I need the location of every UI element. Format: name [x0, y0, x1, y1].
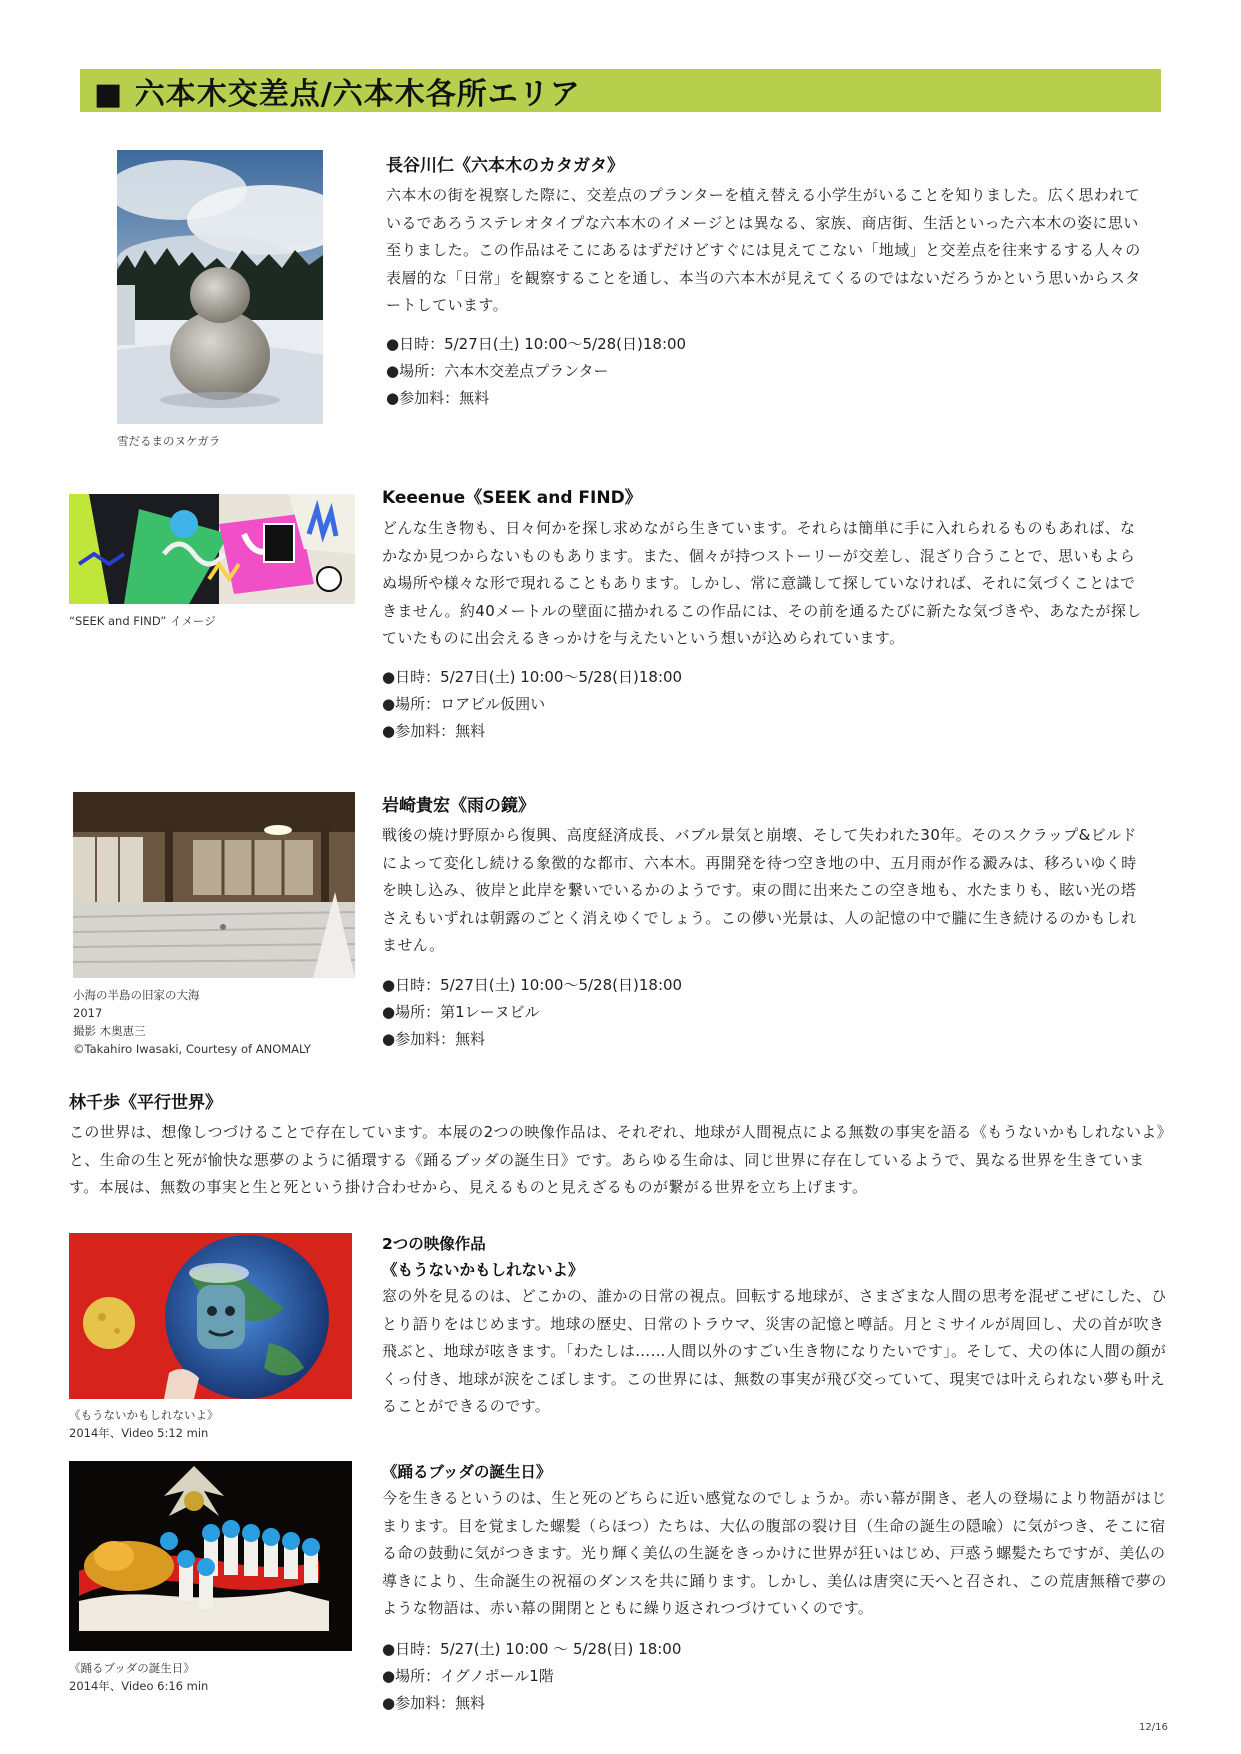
event-fee: ●参加料：無料: [386, 389, 490, 407]
caption-line: 《もうないかもしれないよ》: [69, 1408, 219, 1422]
caption-line: 2017: [73, 1006, 103, 1020]
caption-mou-nai: [69, 1406, 219, 1442]
video1-title: 《もうないかもしれないよ》: [382, 1261, 584, 1279]
event-date: ●日時：5/27日(土) 10:00〜5/28(日)18:00: [386, 335, 687, 353]
photo-rain-mirror: [73, 792, 355, 978]
caption-line: 小海の半島の旧家の大海: [73, 988, 200, 1002]
work-title-hasegawa: 長谷川仁《六本木のカタガタ》: [386, 156, 624, 176]
caption-line: ©Takahiro Iwasaki, Courtesy of ANOMALY: [73, 1042, 311, 1056]
event-place: ●場所：ロアビル仮囲い: [382, 695, 546, 713]
work-description-iwasaki: 戦後の焼け野原から復興、高度経済成長、バブル景気と崩壊、そして失われた30年。そのスクラップ&ビルドによって変化し続ける象徴的な都市、六本木。再開発を待つ空き地の中、五月雨が作る澱みは、移ろいゆく時を映し込み、彼岸と此岸を繋いでいるかのようです。束の間に出来たこの空き地も、水たまりも、眩い光の塔さえもいずれは朝露のごとく消えゆくでしょう。この儚い光景は、人の記憶の中で朧に生き続けるのかもしれません。: [382, 826, 1137, 955]
event-place: ●場所：第1レーヌビル: [382, 1003, 540, 1021]
work-info-keeenue: [382, 664, 682, 745]
event-place: ●場所：イグノポール1階: [382, 1667, 554, 1685]
event-place: ●場所：六本木交差点プランター: [386, 362, 609, 380]
section-title: ■ 六本木交差点/六本木各所エリア: [94, 76, 581, 112]
event-date: ●日時：5/27(土) 10:00 〜 5/28(日) 18:00: [382, 1640, 682, 1658]
caption-snowman: 雪だるまのヌケガラ: [117, 434, 221, 448]
section-header: [80, 69, 1161, 112]
photo-mou-nai: [69, 1233, 352, 1399]
video1-description: 窓の外を見るのは、どこかの、誰かの日常の視点。回転する地球が、さまざまな人間の思考を混ぜこぜにした、ひとり語りをはじめます。地球の歴史、日常のトラウマ、災害の記憶と噂話。月とミサイルが周回し、犬の首が吹き飛ぶと、地球が呟きます。「わたしは……人間以外のすごい生き物になりたいです」。そして、犬の体に人間の顔がくっ付き、地球が涙をこぼします。この世界には、無数の事実が飛び交っていて、現実では叶えられない夢も叶えることができるのです。: [382, 1287, 1167, 1416]
video2-description: 今を生きるというのは、生と死のどちらに近い感覚なのでしょうか。赤い幕が開き、老人の登場により物語がはじまります。目を覚ました螺髪（らほつ）たちは、大仏の腹部の裂け目（生命の誕生の隠喩）に気がつき、そこに宿る命の鼓動に気がつきます。光り輝く美仏の生誕をきっかけに世界が狂いはじめ、戸惑う螺髪たちですが、美仏の導きにより、生命誕生の祝福のダンスを共に踊ります。しかし、美仏は唐突に天へと召され、この荒唐無稽で夢のような物語は、赤い幕の開閉とともに繰り返されつづけていくのです。: [382, 1489, 1167, 1618]
event-fee: ●参加料：無料: [382, 1030, 486, 1048]
event-fee: ●参加料：無料: [382, 722, 486, 740]
video2-title: 《踊るブッダの誕生日》: [382, 1463, 552, 1481]
work-title-lin: 林千歩《平行世界》: [69, 1093, 222, 1113]
work-title-keeenue: Keeenue《SEEK and FIND》: [382, 488, 642, 508]
caption-line: 撮影 木奥恵三: [73, 1024, 146, 1038]
photo-odoru-buddha: [69, 1461, 352, 1651]
caption-odoru-buddha: [69, 1659, 208, 1695]
photo-snowman: [117, 150, 323, 424]
work-description-keeenue: どんな生き物も、日々何かを探し求めながら生きています。それらは簡単に手に入れられるものもあれば、なかなか見つからないものもあります。また、個々が持つストーリーが交差し、混ざり合うことで、思いもよらぬ場所や様々な形で現れることもあります。しかし、常に意識して探していなければ、それに気づくことはできません。約40メートルの壁面に描かれるこの作品には、その前を通るたびに新たな気づきや、あなたが探していたものに出会えるきっかけを与えたいという想いが込められています。: [382, 519, 1142, 648]
event-fee: ●参加料：無料: [382, 1694, 486, 1712]
work-title-iwasaki: 岩崎貴宏《雨の鏡》: [382, 796, 535, 816]
page-number: 12/16: [1139, 1722, 1168, 1733]
work-description-hasegawa: 六本木の街を視察した際に、交差点のプランターを植え替える小学生がいることを知りました。広く思われているであろうステレオタイプな六本木のイメージとは異なる、家族、商店街、生活といった六本木の姿に思い至りました。この作品はそこにあるはずだけどすぐには見えてこない「地域」と交差点を往来するする人々の表層的な「日常」を観察することを通し、本当の六本木が見えてくるのではないだろうかという思いからスタートしています。: [386, 186, 1141, 315]
caption-line: 2014年、Video 5:12 min: [69, 1426, 209, 1440]
caption-line: 《踊るブッダの誕生日》: [69, 1661, 195, 1675]
work-info-lin: [382, 1636, 681, 1717]
event-date: ●日時：5/27日(土) 10:00〜5/28(日)18:00: [382, 668, 683, 686]
caption-rain-mirror: [73, 986, 311, 1058]
videos-heading: 2つの映像作品: [382, 1235, 486, 1253]
event-date: ●日時：5/27日(土) 10:00〜5/28(日)18:00: [382, 976, 683, 994]
caption-line: 2014年、Video 6:16 min: [69, 1679, 209, 1693]
caption-seek-and-find: “SEEK and FIND” イメージ: [69, 614, 216, 628]
work-info-iwasaki: [382, 972, 682, 1053]
photo-seek-and-find: [69, 494, 355, 604]
work-info-hasegawa: [386, 331, 686, 412]
work-intro-lin: この世界は、想像しつづけることで存在しています。本展の2つの映像作品は、それぞれ、地球が人間視点による無数の事実を語る《もうないかもしれないよ》と、生命の生と死が愉快な悪夢のように循環する《踊るブッダの誕生日》です。あらゆる生命は、同じ世界に存在しているようで、異なる世界を生きています。本展は、無数の事実と生と死という掛け合わせから、見えるものと見えざるものが繋がる世界を立ち上げます。: [69, 1123, 1165, 1197]
